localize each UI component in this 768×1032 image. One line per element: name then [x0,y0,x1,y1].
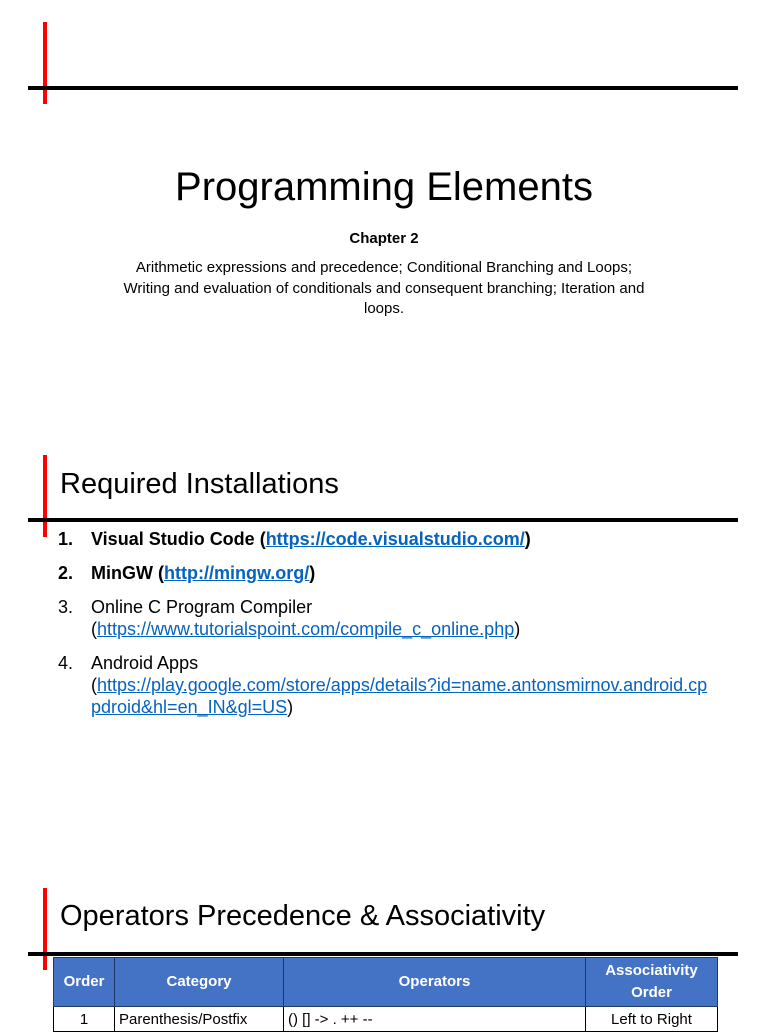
list-item [58,652,738,718]
header-associativity: Associativity Order [586,958,718,1007]
item-number: 3. [58,597,74,617]
operators-slide [0,870,768,1028]
list-item [58,596,738,640]
paren-open: ( [91,619,97,639]
item-name: Online C Program Compiler [91,597,313,617]
slide-title: Required Installations [60,468,339,500]
red-accent-line [43,888,47,970]
cell-order: 1 [54,1007,115,1032]
installations-slide [0,430,768,870]
item-name: Visual Studio Code [91,529,255,549]
header-rule [28,86,738,90]
slide-subtitle: Arithmetic expressions and precedence; Conditional Branching and Loops; Writing and evaluation of conditionals and consequent branching; Iteration and loops. [123,259,645,317]
precedence-table [53,957,718,1032]
header-category: Category [115,958,284,1007]
header-order: Order [54,958,115,1007]
red-accent-line [43,455,47,537]
item-number: 1. [58,529,74,549]
cell-operators: () [] -> . ++ -- [284,1007,586,1032]
paren-close: ) [309,563,316,583]
item-name: MinGW [91,563,153,583]
item-name: Android Apps [91,653,199,673]
slide-title: Programming Elements [175,165,593,209]
header-operators: Operators [284,958,586,1007]
slide-title: Operators Precedence & Associativity [60,900,546,932]
title-slide [0,0,768,430]
android-app-link[interactable]: https://play.google.com/store/apps/details?id=name.antonsmirnov.android.cppdroid&hl=en_IN&gl=US [91,675,708,717]
chapter-label: Chapter 2 [349,230,419,247]
vscode-link[interactable]: https://code.visualstudio.com/ [265,529,525,549]
paren-close: ) [514,619,521,639]
red-accent-line [43,22,47,104]
paren-close: ) [287,697,294,717]
paren-close: ) [524,529,531,549]
list-item [58,528,738,550]
table-header-row [54,958,718,1007]
paren-open: ( [91,675,97,695]
header-rule [28,952,738,956]
online-compiler-link[interactable]: https://www.tutorialspoint.com/compile_c_online.php [97,619,515,639]
item-number: 4. [58,653,74,673]
installations-list [58,528,738,730]
paren-open: ( [152,563,164,583]
table-row [54,1007,718,1032]
item-number: 2. [58,563,74,583]
cell-category: Parenthesis/Postfix [115,1007,284,1032]
cell-associativity: Left to Right [586,1007,718,1032]
paren-open: ( [254,529,266,549]
mingw-link[interactable]: http://mingw.org/ [163,563,310,583]
header-rule [28,518,738,522]
list-item [58,562,738,584]
